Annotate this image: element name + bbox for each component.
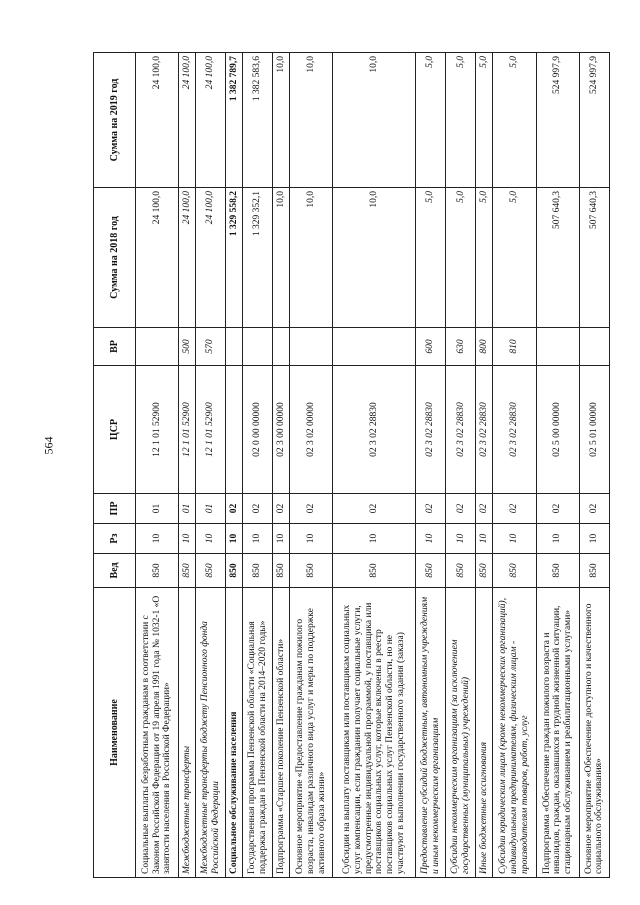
cell-name: Предоставление субсидий бюджетным, автономным учреждениям и иным некоммерческим организациям xyxy=(416,588,446,878)
cell-vr: 500 xyxy=(179,328,196,366)
cell-sum-2018: 5,0 xyxy=(476,188,493,328)
cell-ved: 850 xyxy=(536,554,579,588)
cell-sum-2019: 10,0 xyxy=(333,53,416,188)
table-row xyxy=(493,53,536,878)
cell-vr xyxy=(290,328,333,366)
cell-vr xyxy=(536,328,579,366)
cell-ved: 850 xyxy=(273,554,290,588)
table-row xyxy=(226,53,243,878)
cell-name: Субсидии на выплату поставщикам или поставщикам социальных услуг компенсации, если гражданин получает социальные услуги, предусмотренные индивидуальной программой, у поставщика или поставщиков социальных услуг, которые включены в реестр поставщиков социальных услуг Пензенской области, но не участвуют в выполнении государственного задания (заказа) xyxy=(333,588,416,878)
page-number: 564 xyxy=(41,436,56,455)
cell-pr: 01 xyxy=(136,494,179,524)
cell-rz: 10 xyxy=(136,524,179,554)
cell-ved: 850 xyxy=(333,554,416,588)
cell-sum-2018: 507 640,3 xyxy=(579,188,609,328)
header-ved: Вед xyxy=(94,554,136,588)
cell-ved: 850 xyxy=(416,554,446,588)
cell-csr: 02 5 01 00000 xyxy=(579,366,609,494)
cell-pr: 02 xyxy=(536,494,579,524)
cell-rz: 10 xyxy=(536,524,579,554)
cell-ved: 850 xyxy=(579,554,609,588)
cell-sum-2018: 1 329 352,1 xyxy=(243,188,273,328)
cell-sum-2018: 10,0 xyxy=(273,188,290,328)
cell-vr: 800 xyxy=(476,328,493,366)
cell-pr: 02 xyxy=(243,494,273,524)
cell-sum-2018: 5,0 xyxy=(416,188,446,328)
cell-csr: 02 3 02 28830 xyxy=(333,366,416,494)
cell-csr xyxy=(226,366,243,494)
cell-rz: 10 xyxy=(446,524,476,554)
cell-csr: 02 3 02 28830 xyxy=(416,366,446,494)
cell-name: Иные бюджетные ассигнования xyxy=(476,588,493,878)
cell-sum-2019: 1 382 583,6 xyxy=(243,53,273,188)
cell-rz: 10 xyxy=(333,524,416,554)
cell-pr: 01 xyxy=(196,494,226,524)
cell-name: Субсидии некоммерческим организациям (за исключением государственных (муниципальных) учреждений) xyxy=(446,588,476,878)
cell-sum-2019: 5,0 xyxy=(416,53,446,188)
cell-ved: 850 xyxy=(476,554,493,588)
cell-ved: 850 xyxy=(196,554,226,588)
table-header-row xyxy=(94,53,136,878)
table-row xyxy=(243,53,273,878)
table-row xyxy=(290,53,333,878)
cell-csr: 02 3 02 00000 xyxy=(290,366,333,494)
cell-vr: 630 xyxy=(446,328,476,366)
cell-sum-2018: 1 329 558,2 xyxy=(226,188,243,328)
cell-sum-2018: 10,0 xyxy=(333,188,416,328)
header-pr: ПР xyxy=(94,494,136,524)
cell-sum-2019: 24 100,0 xyxy=(179,53,196,188)
cell-sum-2018: 5,0 xyxy=(446,188,476,328)
header-csr: ЦСР xyxy=(94,366,136,494)
table-row xyxy=(579,53,609,878)
cell-csr: 12 1 01 52900 xyxy=(196,366,226,494)
cell-rz: 10 xyxy=(579,524,609,554)
cell-vr: 570 xyxy=(196,328,226,366)
cell-name: Основное мероприятие «Предоставление гражданам пожилого возраста, инвалидам различного вида услуг и меры по поддержке активного образа жизни» xyxy=(290,588,333,878)
cell-sum-2019: 5,0 xyxy=(476,53,493,188)
table-row xyxy=(136,53,179,878)
cell-csr: 02 5 00 00000 xyxy=(536,366,579,494)
cell-sum-2019: 524 997,9 xyxy=(579,53,609,188)
cell-name: Подпрограмма «Обеспечение граждан пожилого возраста и инвалидов, граждан, оказавшихся в трудной жизненной ситуации, стационарным обслуживанием и реабилитационными услугами» xyxy=(536,588,579,878)
cell-pr: 02 xyxy=(476,494,493,524)
cell-ved: 850 xyxy=(290,554,333,588)
cell-sum-2018: 507 640,3 xyxy=(536,188,579,328)
cell-sum-2018: 24 100,0 xyxy=(196,188,226,328)
cell-sum-2019: 5,0 xyxy=(446,53,476,188)
cell-sum-2019: 5,0 xyxy=(493,53,536,188)
table-row xyxy=(273,53,290,878)
cell-pr: 02 xyxy=(446,494,476,524)
cell-csr: 12 1 01 52900 xyxy=(136,366,179,494)
table-row xyxy=(536,53,579,878)
header-vr: ВР xyxy=(94,328,136,366)
cell-name: Субсидии юридическим лицам (кроме некоммерческих организаций), индивидуальным предпринимателям, физическим лицам - производителям товаров, работ, услуг xyxy=(493,588,536,878)
cell-pr: 02 xyxy=(290,494,333,524)
cell-vr xyxy=(333,328,416,366)
cell-vr xyxy=(226,328,243,366)
cell-name: Государственная программа Пензенской области «Социальная поддержка граждан в Пензенской области на 2014–2020 годы» xyxy=(243,588,273,878)
cell-sum-2019: 24 100,0 xyxy=(196,53,226,188)
cell-ved: 850 xyxy=(179,554,196,588)
cell-pr: 02 xyxy=(579,494,609,524)
cell-pr: 02 xyxy=(226,494,243,524)
cell-vr xyxy=(136,328,179,366)
header-name: Наименование xyxy=(94,588,136,878)
cell-sum-2019: 10,0 xyxy=(273,53,290,188)
cell-pr: 02 xyxy=(333,494,416,524)
table-row xyxy=(446,53,476,878)
cell-vr xyxy=(273,328,290,366)
cell-name: Межбюджетные трансферты бюджету Пенсионного фонда Российской Федерации xyxy=(196,588,226,878)
cell-vr xyxy=(579,328,609,366)
cell-vr: 810 xyxy=(493,328,536,366)
cell-pr: 01 xyxy=(179,494,196,524)
cell-sum-2018: 24 100,0 xyxy=(136,188,179,328)
cell-rz: 10 xyxy=(476,524,493,554)
cell-pr: 02 xyxy=(273,494,290,524)
cell-vr xyxy=(243,328,273,366)
header-sum-2018: Сумма на 2018 год xyxy=(94,188,136,328)
cell-ved: 850 xyxy=(446,554,476,588)
cell-sum-2019: 1 382 789,7 xyxy=(226,53,243,188)
cell-ved: 850 xyxy=(226,554,243,588)
cell-vr: 600 xyxy=(416,328,446,366)
cell-csr: 12 1 01 52900 xyxy=(179,366,196,494)
table-row xyxy=(416,53,446,878)
cell-rz: 10 xyxy=(290,524,333,554)
header-sum-2019: Сумма на 2019 год xyxy=(94,53,136,188)
cell-sum-2018: 10,0 xyxy=(290,188,333,328)
rotated-table-container xyxy=(93,53,610,878)
cell-sum-2019: 10,0 xyxy=(290,53,333,188)
table-row xyxy=(196,53,226,878)
cell-sum-2018: 5,0 xyxy=(493,188,536,328)
cell-sum-2019: 524 997,9 xyxy=(536,53,579,188)
cell-pr: 02 xyxy=(493,494,536,524)
cell-name: Подпрограмма «Старшее поколение Пензенской области» xyxy=(273,588,290,878)
table-body xyxy=(136,53,610,878)
cell-csr: 02 3 02 28830 xyxy=(476,366,493,494)
cell-rz: 10 xyxy=(243,524,273,554)
budget-table xyxy=(93,52,610,878)
table-row xyxy=(476,53,493,878)
table-row xyxy=(333,53,416,878)
cell-csr: 02 3 00 00000 xyxy=(273,366,290,494)
cell-ved: 850 xyxy=(493,554,536,588)
cell-csr: 02 3 02 28830 xyxy=(493,366,536,494)
cell-rz: 10 xyxy=(273,524,290,554)
cell-ved: 850 xyxy=(136,554,179,588)
cell-ved: 850 xyxy=(243,554,273,588)
cell-csr: 02 0 00 00000 xyxy=(243,366,273,494)
cell-pr: 02 xyxy=(416,494,446,524)
cell-rz: 10 xyxy=(416,524,446,554)
cell-sum-2018: 24 100,0 xyxy=(179,188,196,328)
cell-sum-2019: 24 100,0 xyxy=(136,53,179,188)
cell-csr: 02 3 02 28830 xyxy=(446,366,476,494)
table-row xyxy=(179,53,196,878)
header-rz: Рз xyxy=(94,524,136,554)
cell-rz: 10 xyxy=(226,524,243,554)
cell-name: Межбюджетные трансферты xyxy=(179,588,196,878)
cell-name: Социальные выплаты безработным гражданам в соответствии с Законом Российской Федерации от 19 апреля 1991 года № 1032-1 «О занятости населения в Российской Федерации» xyxy=(136,588,179,878)
cell-rz: 10 xyxy=(179,524,196,554)
cell-name: Социальное обслуживание населения xyxy=(226,588,243,878)
cell-rz: 10 xyxy=(493,524,536,554)
cell-rz: 10 xyxy=(196,524,226,554)
cell-name: Основное мероприятие «Обеспечение доступного и качественного социального обслуживания» xyxy=(579,588,609,878)
